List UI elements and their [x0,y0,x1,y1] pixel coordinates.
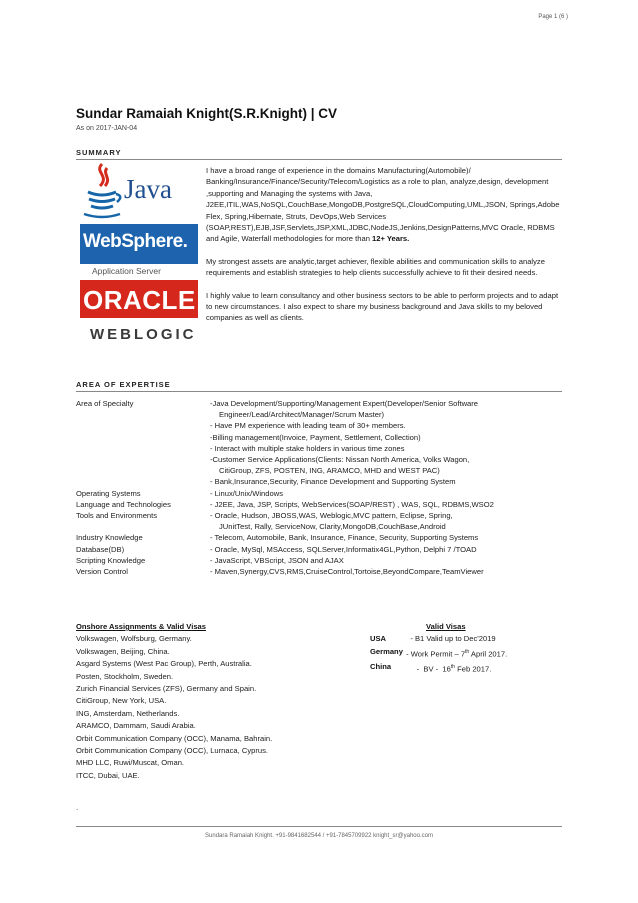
websphere-wordmark: WebSphere. [83,231,188,252]
assignment-item: Zurich Financial Services (ZFS), Germany and Spain. [76,684,257,694]
expertise-line: - Linux/Unix/Windows [210,488,284,498]
visa-detail: - BV - 16th Feb 2017. [404,663,492,674]
assignment-item: ING, Amsterdam, Netherlands. [76,708,180,718]
expertise-label: Operating Systems [76,488,141,498]
assignment-item: Volkswagen, Beijing, China. [76,646,170,656]
expertise-line: - Oracle, Hudson, JBOSS,WAS, Weblogic,MVC pattern, Eclipse, Spring, [210,511,453,521]
expertise-label: Tools and Environments [76,511,158,521]
expertise-line: - J2EE, Java, JSP, Scripts, WebServices(SOAP/REST) , WAS, SQL, RDBMS,WSO2 [210,499,494,509]
oracle-weblogic-logo [80,280,198,352]
expertise-label: Area of Specialty [76,399,134,408]
as-on-date: As on 2017-JAN-04 [76,125,138,132]
visa-row [370,646,570,661]
footer-contact: Sundara Ramaiah Knight. +91-9841682544 / +91-7845709922 knight_sr@yahoo.com [205,833,433,839]
expertise-label: Database(DB) [76,544,125,554]
expertise-values [210,488,566,499]
expertise-label: Version Control [76,567,128,577]
visa-detail: - B1 Valid up to Dec'2019 [404,634,496,644]
onshore-list [76,633,376,782]
assignment-item: Posten, Stockholm, Sweden. [76,671,174,681]
java-logo [80,162,198,220]
summary-paragraph: I have a broad range of experience in the domains Manufacturing(Automobile)/ Banking/Insurance/Finance/Security/Telecom/Logistics as a role to plan, analyze,design, development ,supporting and Managing the systems with Java, J2EE,ITIL,WAS,NoSQL,CouchBase,MongoDB,PostgreSQL,CloudComputing,UML,JSON, Springs,Adobe Flex, Spring,Hibernate, Struts, DevOps,Web Services (SOAP,REST),EJB,JSF,Servlets,JSP,XML,JDBC,NodeJS,Jenkins,DesignPatterns,MVC Oracle, RDBMS and Agile, Waterfall methodologies for more than 12+ Years. [206,166,560,244]
visa-country: USA [370,634,387,644]
expertise-line: - Telecom, Automobile, Bank, Insurance, Finance, Security, Supporting Systems [210,533,479,543]
footer-divider [76,826,562,827]
expertise-line: - Maven,Synergy,CVS,RMS,CruiseControl,Tortoise,BeyondCompare,TeamViewer [210,567,484,577]
expertise-line: -Customer Service Applications(Clients: Nissan North America, Volks Wagon, [210,455,470,465]
expertise-line: -Java Development/Supporting/Management Expert(Developer/Senior Software [210,399,479,408]
expertise-row [76,510,566,532]
summary-text [206,165,564,335]
expertise-divider [76,391,562,392]
weblogic-wordmark: WEBLOGIC [90,326,197,343]
expertise-line: Engineer/Lead/Architect/Manager/Scrum Master) [219,410,385,420]
expertise-values [210,499,566,510]
technology-logos [80,162,198,352]
expertise-row [76,555,566,566]
expertise-values [210,555,566,566]
expertise-line: - JavaScript, VBScript, JSON and AJAX [210,555,344,565]
expertise-values [210,532,566,543]
trailing-dot: . [76,803,79,812]
expertise-line: - Oracle, MySql, MSAccess, SQLServer,Informatix4GL,Python, Delphi 7 /TOAD [210,544,477,554]
visa-row [370,661,570,676]
expertise-label: Industry Knowledge [76,533,143,543]
expertise-line: - Have PM experience with leading team of 30+ members. [210,421,406,431]
assignment-item: MHD LLC, Ruwi/Muscat, Oman. [76,758,185,768]
websphere-subtitle: Application Server [92,266,161,276]
assignment-item: Volkswagen, Wolfsburg, Germany. [76,634,192,644]
websphere-logo [80,224,198,276]
visa-list [370,633,570,675]
expertise-table [76,398,566,577]
java-cup-icon [80,162,124,220]
java-wordmark: Java [124,174,172,204]
visa-country: Germany [370,646,403,656]
assignment-item: Asgard Systems (West Pac Group), Perth, Australia. [76,659,252,669]
assignment-item: Orbit Communication Company (OCC), Lurnaca, Cyprus. [76,746,269,756]
expertise-line: CitiGroup, ZFS, POSTEN, ING, ARAMCO, MHD and WEST PAC) [219,466,440,476]
assignment-item: ARAMCO, Dammam, Saudi Arabia. [76,721,196,731]
assignment-item: CitiGroup, New York, USA. [76,696,167,706]
summary-divider [76,159,562,160]
summary-paragraph: My strongest assets are analytic,target achiever, flexible abilities and communication skills to analyze requirements and establish strategies to help clients successfully achieve to fit their desired needs. [206,256,545,278]
expertise-row [76,398,566,488]
expertise-row [76,544,566,555]
expertise-row [76,532,566,543]
expertise-heading: AREA OF EXPERTISE [76,380,171,389]
onshore-heading: Onshore Assignments & Valid Visas [76,622,206,631]
visa-row [370,633,570,645]
summary-paragraph: I highly value to learn consultancy and other business sectors to be able to perform projects and to adapt to new circumstances. I also expect to share my business background and Java skills to my beloved companies as well as clients. [206,290,559,323]
summary-heading: SUMMARY [76,148,122,157]
expertise-label: Language and Technologies [76,499,171,509]
expertise-line: - Interact with multiple stake holders in various time zones [210,443,405,453]
expertise-values [210,510,566,532]
expertise-row [76,499,566,510]
assignment-item: ITCC, Dubai, UAE. [76,770,140,780]
onshore-assignments [76,621,376,782]
expertise-line: - Bank,Insurance,Security, Finance Development and Supporting System [210,477,456,487]
years-experience: 12+ Years. [372,234,410,244]
expertise-line: -Billing management(Invoice, Payment, Settlement, Collection) [210,432,421,442]
expertise-values [210,566,566,577]
expertise-label: Scripting Knowledge [76,555,146,565]
expertise-row [76,488,566,499]
expertise-values [210,398,566,488]
expertise-values [210,544,566,555]
visa-detail: - Work Permit – 7th April 2017. [404,648,508,659]
visas-heading: Valid Visas [426,622,466,631]
expertise-line: JUnitTest, Rally, ServiceNow, Clarity,MongoDB,CouchBase,Android [219,522,446,532]
page-number: Page 1 (6 ) [538,14,568,20]
cv-title: Sundar Ramaiah Knight(S.R.Knight) | CV [76,106,338,121]
visa-country: China [370,661,392,671]
valid-visas [370,621,570,676]
oracle-wordmark: ORACLE [83,285,196,315]
expertise-row [76,566,566,577]
assignment-item: Orbit Communication Company (OCC), Manama, Bahrain. [76,733,273,743]
